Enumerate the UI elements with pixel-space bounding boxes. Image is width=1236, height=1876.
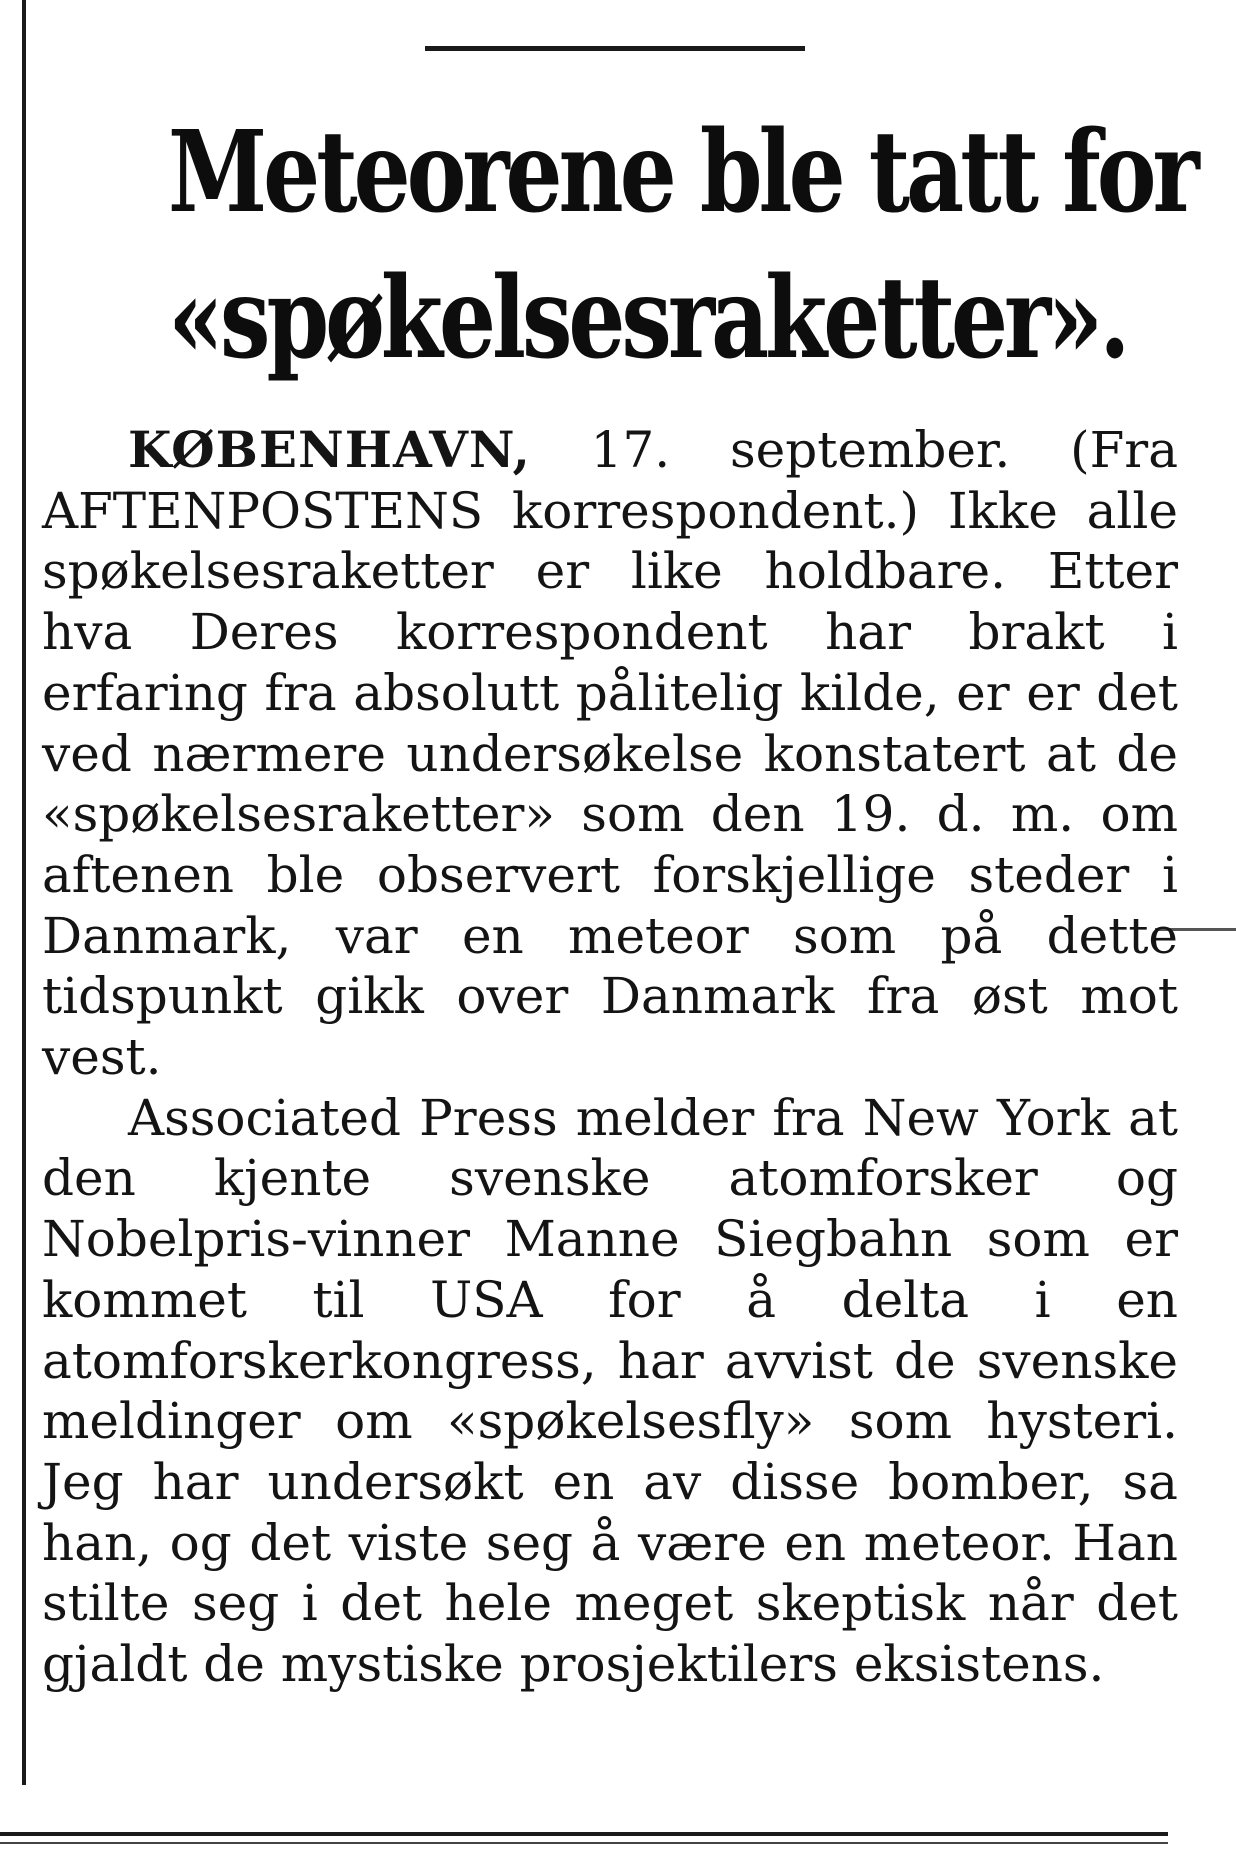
headline: [168, 100, 1196, 392]
article-paragraph-2: Associated Press melder fra New York at den kjente svenske atomforsker og Nobelpris-vinner Manne Siegbahn som er kommet til USA for å delta i en atomforskerkongress, har avvist de svenske meldinger om «spøkelsesfly» som hysteri. Jeg har undersøkt en av disse bomber, sa han, og det viste seg å være en meteor. Han stilte seg i det hele meget skeptisk når det gjaldt de mystiske prosjektilers eksistens.: [42, 1088, 1178, 1694]
headline-line-1: Meteorene ble tatt for: [168, 107, 1196, 238]
headline-line-2: «spøkelsesraketter».: [168, 253, 1127, 384]
article-body: [42, 420, 1178, 1695]
column-rule-left: [22, 0, 26, 1785]
article-paragraph-1: [42, 420, 1178, 1088]
dateline: KØBENHAVN,: [128, 420, 531, 479]
bottom-rule-thin: [0, 1842, 1168, 1844]
top-rule: [425, 46, 805, 51]
bottom-rule: [0, 1832, 1168, 1836]
paragraph-1-text: 17. september. (Fra AFTENPOSTENS korrespondent.) Ikke alle spøkelsesraketter er like holdbare. Etter hva Deres korrespondent har brakt i erfaring fra absolutt pålitelig kilde, er er det ved nærmere undersøkelse konstatert at de «spøkelsesraketter» som den 19. d. m. om aftenen ble observert forskjellige steder i Danmark, var en meteor som på dette tidspunkt gikk over Danmark fra øst mot vest.: [42, 421, 1178, 1087]
